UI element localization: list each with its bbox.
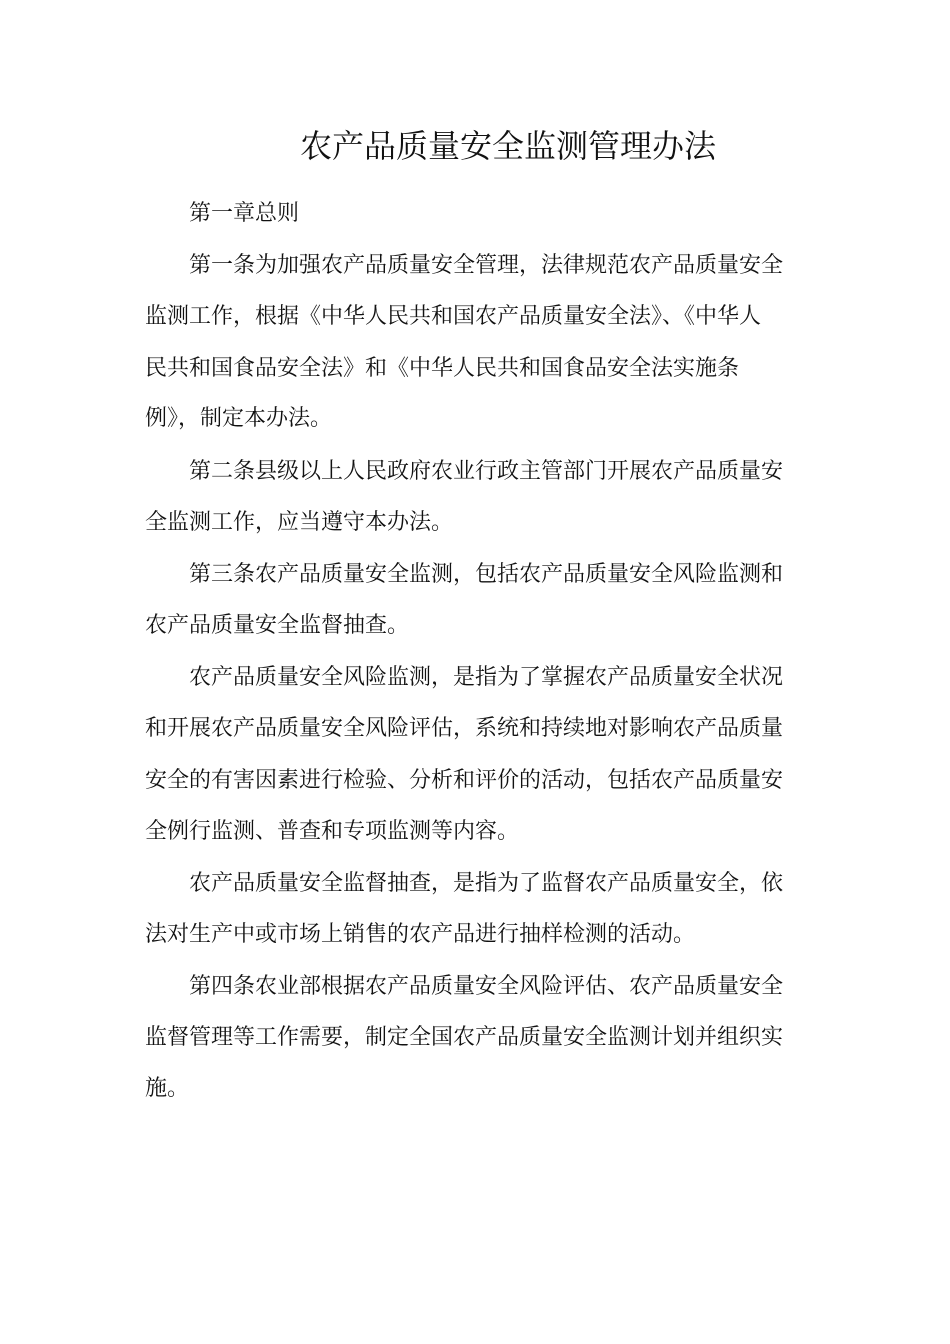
text-line: 农产品质量安全监督抽查，是指为了监督农产品质量安全，依 [189, 871, 784, 896]
text-line: 全监测工作，应当遵守本办法。 [145, 510, 454, 535]
text-line: 农产品质量安全监督抽查。 [145, 613, 410, 638]
text-line: 安全的有害因素进行检验、分析和评价的活动，包括农产品质量安 [145, 768, 784, 793]
text-line: 全例行监测、普查和专项监测等内容。 [145, 819, 520, 844]
text-line: 和开展农产品质量安全风险评估，系统和持续地对影响农产品质量 [145, 716, 784, 741]
text-line: 第二条县级以上人民政府农业行政主管部门开展农产品质量安 [189, 459, 784, 484]
text-line: 例》，制定本办法。 [145, 406, 333, 431]
text-line: 法对生产中或市场上销售的农产品进行抽样检测的活动。 [145, 922, 696, 947]
text-line: 监督管理等工作需要，制定全国农产品质量安全监测计划并组织实 [145, 1025, 784, 1050]
text-line: 民共和国食品安全法》和《中华人民共和国食品安全法实施条 [145, 356, 740, 381]
text-line: 监测工作，根据《中华人民共和国农产品质量安全法》、《中华人 [145, 304, 762, 329]
text-line: 第三条农产品质量安全监测，包括农产品质量安全风险监测和 [189, 562, 784, 587]
text-line: 施。 [145, 1076, 190, 1101]
text-line: 第一条为加强农产品质量安全管理，法律规范农产品质量安全 [189, 253, 784, 278]
document-title: 农产品质量安全监测管理办法 [299, 127, 716, 165]
chapter-heading: 第一章总则 [189, 201, 300, 226]
text-line: 农产品质量安全风险监测，是指为了掌握农产品质量安全状况 [189, 665, 784, 690]
text-line: 第四条农业部根据农产品质量安全风险评估、农产品质量安全 [189, 974, 784, 999]
